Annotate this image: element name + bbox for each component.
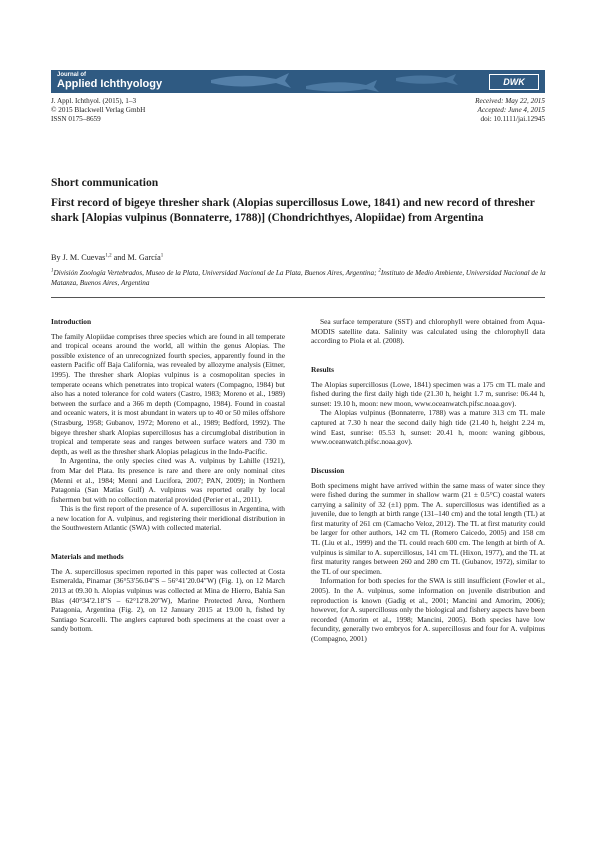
citation-block: [51, 97, 145, 124]
affiliation-2: Instituto de Medio Ambiente, Universidad Nacional de la Matanza, Buenos Aires, Argentina: [51, 269, 546, 287]
author-1: By J. M. Cuevas: [51, 253, 106, 262]
section-gap: [311, 346, 545, 356]
section-gap: [311, 447, 545, 457]
introduction-paragraph-2: In Argentina, the only species cited was A. vulpinus by Lahille (1921), from Mar del Plata. Its presence is rare and there are only nominal cites (Menni et al., 1984; Menni and Lucifora, 2007; PAN, 2009); in Northern Patagonia (San Matías Gulf) A. vulpinus was reported orally by local fishermen but with no collection material provided (Perier et al., 2011).: [51, 456, 285, 504]
doi: doi: 10.1111/jai.12945: [480, 115, 545, 123]
results-heading: Results: [311, 364, 334, 374]
authors: [51, 253, 163, 262]
copyright: © 2015 Blackwell Verlag GmbH: [51, 106, 146, 114]
introduction-heading: Introduction: [51, 317, 92, 326]
results-paragraph-2: The Alopias vulpinus (Bonnaterre, 1788) was a mature 313 cm TL male captured at 7.30 h near the second daily high tide (21.40 h, height 2.24 m, wind East, sunrise: 05.53 h, sunset: 20.41 h, moon: waning gibbous, www.oceanwatch.pifsc.noaa.gov).: [311, 408, 545, 447]
journal-name-prefix: Journal of: [57, 72, 87, 78]
affiliation-1: División Zoología Vertebrados, Museo de la Plata, Universidad Nacional de La Plata, Buenos Aires, Argentina;: [53, 269, 379, 277]
affiliations: [51, 269, 547, 288]
affiliation-1-number: 1: [51, 268, 54, 274]
affiliation-2-number: 2: [378, 268, 381, 274]
discussion-paragraph-2: Information for both species for the SWA is still insufficient (Fowler et al., 2005). In the A. vulpinus, some information on juvenile distribution and reproduction is known (Gadig et al., 2001; Mancini and Amorim, 2006); however, for A. supercillosus only the biological and fishery aspects have been recorded (Amorim et al., 1998; Mancini, 2005). Both species have low fecundity, generally two embryos for A. supercillosus and four for A. vulpinus (Compagno, 2001): [311, 576, 545, 643]
results-paragraph-1: The Alopias supercillosus (Lowe, 1841) specimen was a 175 cm TL male and fished during the first daily high tide (21.30 h, height 1.7 m, sunrise: 06.44 h, sunset: 19.10 h, moon: new moon, www.oceanwatch.pifsc.noaa.gov).: [311, 379, 545, 408]
introduction-paragraph-3: This is the first report of the presence of A. supercillosus in Argentina, with a new location for A. vulpinus, and registering their meridional distribution in the Southwestern Atlantic (SWA) with collected material.: [51, 504, 285, 533]
methods-paragraph-1: The A. supercillosus specimen reported in this paper was collected at Costa Esmeralda, Pinamar (36°53′56.04″S – 56°41′20.04″W) (Fig. 1), on 12 March 2013 at 09.30 h. Alopias vulpinus was collected at Mina de Hierro, Bahía San Blas (40°34′2.18″S – 62°12′8.20″W), Marine Protected Area, Northern Patagonia, Argentina (Fig. 2), on 12 January 2015 at 19.00 h, fished by Santiago Scarcelli. The anglers captured both specimens at the coast over a sandy bottom.: [51, 566, 285, 634]
author-2: and M. García: [111, 253, 161, 262]
left-column: [51, 317, 285, 634]
citation: J. Appl. Ichthyol. (2015), 1–3: [51, 97, 137, 105]
journal-name: [57, 72, 162, 90]
accepted-date: Accepted: June 4, 2015: [477, 106, 545, 114]
section-gap: [311, 456, 545, 466]
header-divider: [51, 297, 545, 298]
section-gap: [51, 533, 285, 543]
issn: ISSN 0175–8659: [51, 115, 101, 123]
author-2-affiliation: 1: [160, 253, 164, 259]
methods-heading: Materials and methods: [51, 552, 124, 562]
introduction-paragraph-1: The family Alopiidae comprises three species which are found in all temperate and tropical oceans around the world, all within the genus Alopias. The possible existence of an unrecognized fourth species, apparently found in the eastern Pacific off Baja California, was revealed by allozyme analysis (Eitner, 1995). The thresher shark Alopias vulpinus is a cosmopolitan species in temperate oceans which penetrates into tropical waters (Compagno, 1984) but also has a noted tolerance for cold waters (Castro, 1983; Moreno et al., 1989) between the surface and a 366 m depth (Compagno, 1984). Found in coastal and oceanic waters, it is most abundant in waters up to 40 or 50 miles offshore (Strasburg, 1958; Gubanov, 1972; Moreno et al., 1989; Bedford, 1992). The bigeye thresher shark Alopias supercillosus has a circumglobal distribution in tropical and temperate seas and ranges between surface waters and 730 m depth, as well as the thresher shark Alopias pelagicus in the Indo-Pacific.: [51, 331, 285, 456]
section-gap: [51, 543, 285, 553]
journal-name-main: Applied Ichthyology: [57, 78, 163, 90]
section-type: Short communication: [51, 176, 159, 189]
discussion-heading: Discussion: [311, 465, 345, 475]
discussion-paragraph-1: Both specimens might have arrived within the same mass of water since they were fished during the summer in shallow warm (21 ± 0.5°C) coastal waters carrying a salinity of 32 (±1) ppm. The A. supercillosus was identified as a juvenile, due to length at birth range (131–140 cm) and the total length (TL) at first maturity of 261 cm (Camacho Veloz, 2012). The TL at first maturity could be larger for other authors, 142 cm TL (Romero Caicedo, 2005) and 158 cm TL (Liu et al., 1999) and the TL could reach 600 cm. The length at birth of A. vulpinus is similar to A. supercillosus, 141 cm TL (Hixon, 1977), and the TL at first maturity ranges between 260 and 280 cm TL (Gubanov, 1972), similar to the TL of our specimen.: [311, 480, 546, 576]
right-column: [311, 317, 545, 644]
fish-silhouettes-icon: [201, 70, 491, 93]
received-date: Received: May 22, 2015: [475, 97, 545, 105]
methods-paragraph-2: Sea surface temperature (SST) and chlorophyll were obtained from Aqua-MODIS satellite data. Salinity was calculated using the chlorophyll data according to Piola et al. (2008).: [311, 317, 545, 346]
section-gap: [311, 355, 545, 365]
author-1-affiliation: 1,2: [105, 253, 112, 259]
article-title: First record of bigeye thresher shark (Alopias supercillosus Lowe, 1841) and new record of thresher shark [Alopias vulpinus (Bonnaterre, 1788)] (Chondrichthyes, Alopiidae) from Argentina: [51, 197, 535, 224]
publisher-logo: DWK: [489, 74, 539, 90]
journal-banner: [51, 70, 545, 93]
dates-block: [475, 97, 545, 124]
